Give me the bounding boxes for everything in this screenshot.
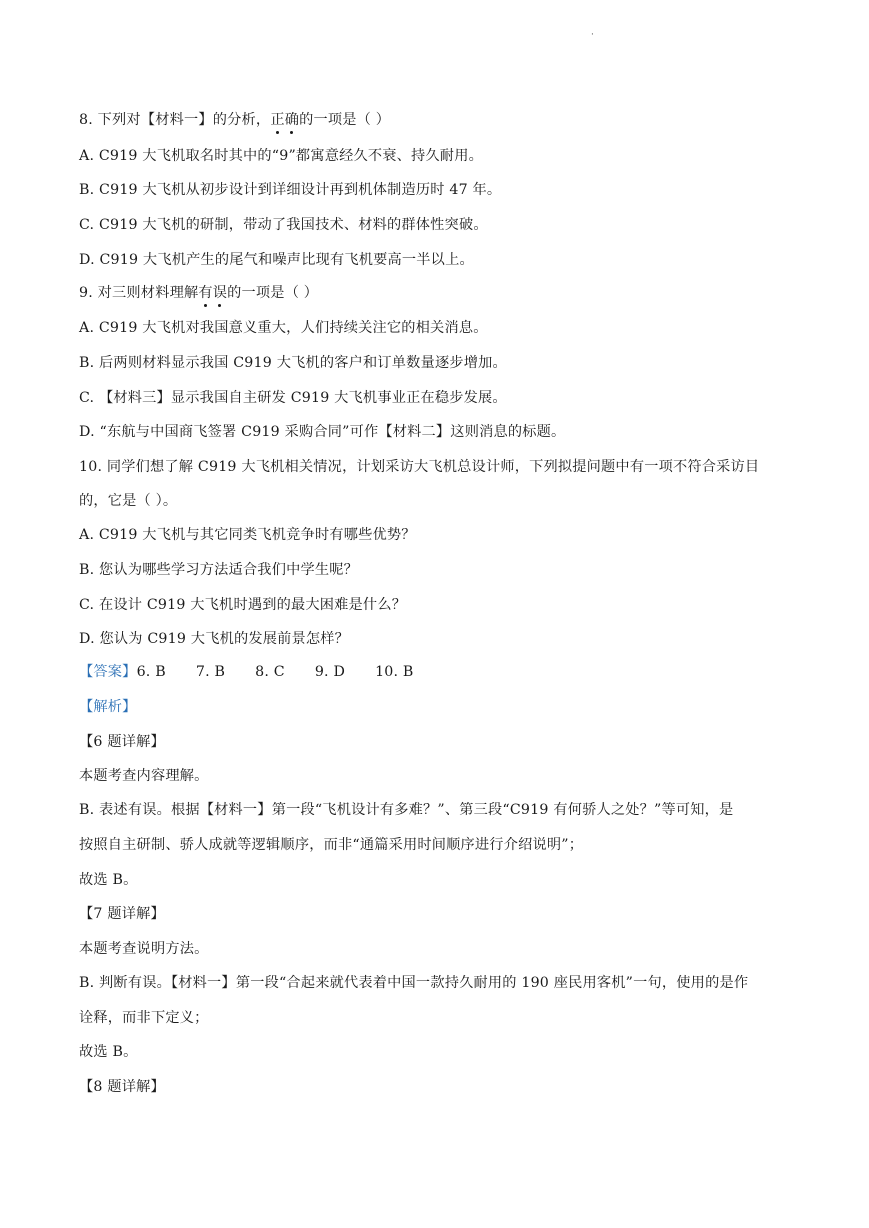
d6-title: 【6 题详解】	[79, 734, 165, 750]
answer-item: 6. B	[136, 664, 166, 680]
q9-stem	[79, 283, 799, 303]
answer-item: 9. D	[314, 664, 346, 680]
q8-option-b: B. C919 大飞机从初步设计到详细设计再到机体制造历时 47 年。	[79, 182, 502, 198]
q9-option-a: A. C919 大飞机对我国意义重大，人们持续关注它的相关消息。	[79, 320, 488, 336]
q8-emphasis-2: 确	[284, 112, 300, 128]
q8-option-a: A. C919 大飞机取名时其中的“9”都寓意经久不衰、持久耐用。	[79, 148, 483, 164]
q9-emphasis-2: 误	[212, 285, 228, 301]
analysis-label: 【解析】	[79, 699, 137, 715]
q9-option-b: B. 后两则材料显示我国 C919 大飞机的客户和订单数量逐步增加。	[79, 355, 507, 371]
d7-body-line1: B. 判断有误。【材料一】第一段“合起来就代表着中国一款持久耐用的 190 座民用客机”一句，使用的是作	[79, 975, 749, 991]
q10-option-d: D. 您认为 C919 大飞机的发展前景怎样？	[79, 631, 350, 647]
d6-body-line2: 按照自主研制、骄人成就等逻辑顺序，而非“通篇采用时间顺序进行介绍说明”；	[79, 837, 584, 853]
d8-title: 【8 题详解】	[79, 1079, 165, 1095]
q8-stem-a: 8. 下列对【材料一】的分析，	[79, 112, 271, 128]
header-dot: ·	[591, 30, 594, 40]
q8-option-c: C. C919 大飞机的研制，带动了我国技术、材料的群体性突破。	[79, 217, 488, 233]
q9-emphasis-1: 有	[198, 285, 213, 301]
q9-stem-d: 的一项是（ ）	[227, 285, 319, 301]
q9-option-d: D. “东航与中国商飞签署 C919 采购合同”可作【材料二】这则消息的标题。	[79, 424, 566, 440]
d7-choice: 故选 B。	[79, 1044, 138, 1060]
d6-body-line1: B. 表述有误。根据【材料一】第一段“飞机设计有多难？”、第三段“C919 有何骄人之处？”等可知，是	[79, 802, 734, 818]
q8-stem	[79, 110, 799, 130]
answer-item: 10. B	[375, 664, 414, 680]
d7-title: 【7 题详解】	[79, 906, 165, 922]
q10-option-b: B. 您认为哪些学习方法适合我们中学生呢？	[79, 562, 359, 578]
q9-option-c: C. 【材料三】显示我国自主研发 C919 大飞机事业正在稳步发展。	[79, 390, 507, 406]
answer-line	[79, 662, 799, 682]
answer-label: 【答案】	[79, 664, 137, 680]
q10-stem-line2: 的，它是（ ）。	[79, 493, 178, 509]
d6-choice: 故选 B。	[79, 872, 138, 888]
answer-item: 8. C	[255, 664, 285, 680]
d7-body-line2: 诠释，而非下定义；	[79, 1010, 209, 1026]
q9-stem-a: 9. 对三则材料理解	[79, 285, 199, 301]
q8-option-d: D. C919 大飞机产生的尾气和噪声比现有飞机要高一半以上。	[79, 252, 474, 268]
q8-stem-d: 的一项是（ ）	[299, 112, 391, 128]
answer-item: 7. B	[195, 664, 226, 680]
d6-topic: 本题考查内容理解。	[79, 768, 209, 784]
q10-option-a: A. C919 大飞机与其它同类飞机竞争时有哪些优势？	[79, 527, 416, 543]
q10-option-c: C. 在设计 C919 大飞机时遇到的最大困难是什么？	[79, 597, 407, 613]
answer-list	[137, 662, 444, 682]
q10-stem-line1: 10. 同学们想了解 C919 大飞机相关情况，计划采访大飞机总设计师，下列拟提问题中有一项不符合采访目	[79, 459, 760, 475]
q8-emphasis-1: 正	[270, 112, 285, 128]
d7-topic: 本题考查说明方法。	[79, 941, 209, 957]
